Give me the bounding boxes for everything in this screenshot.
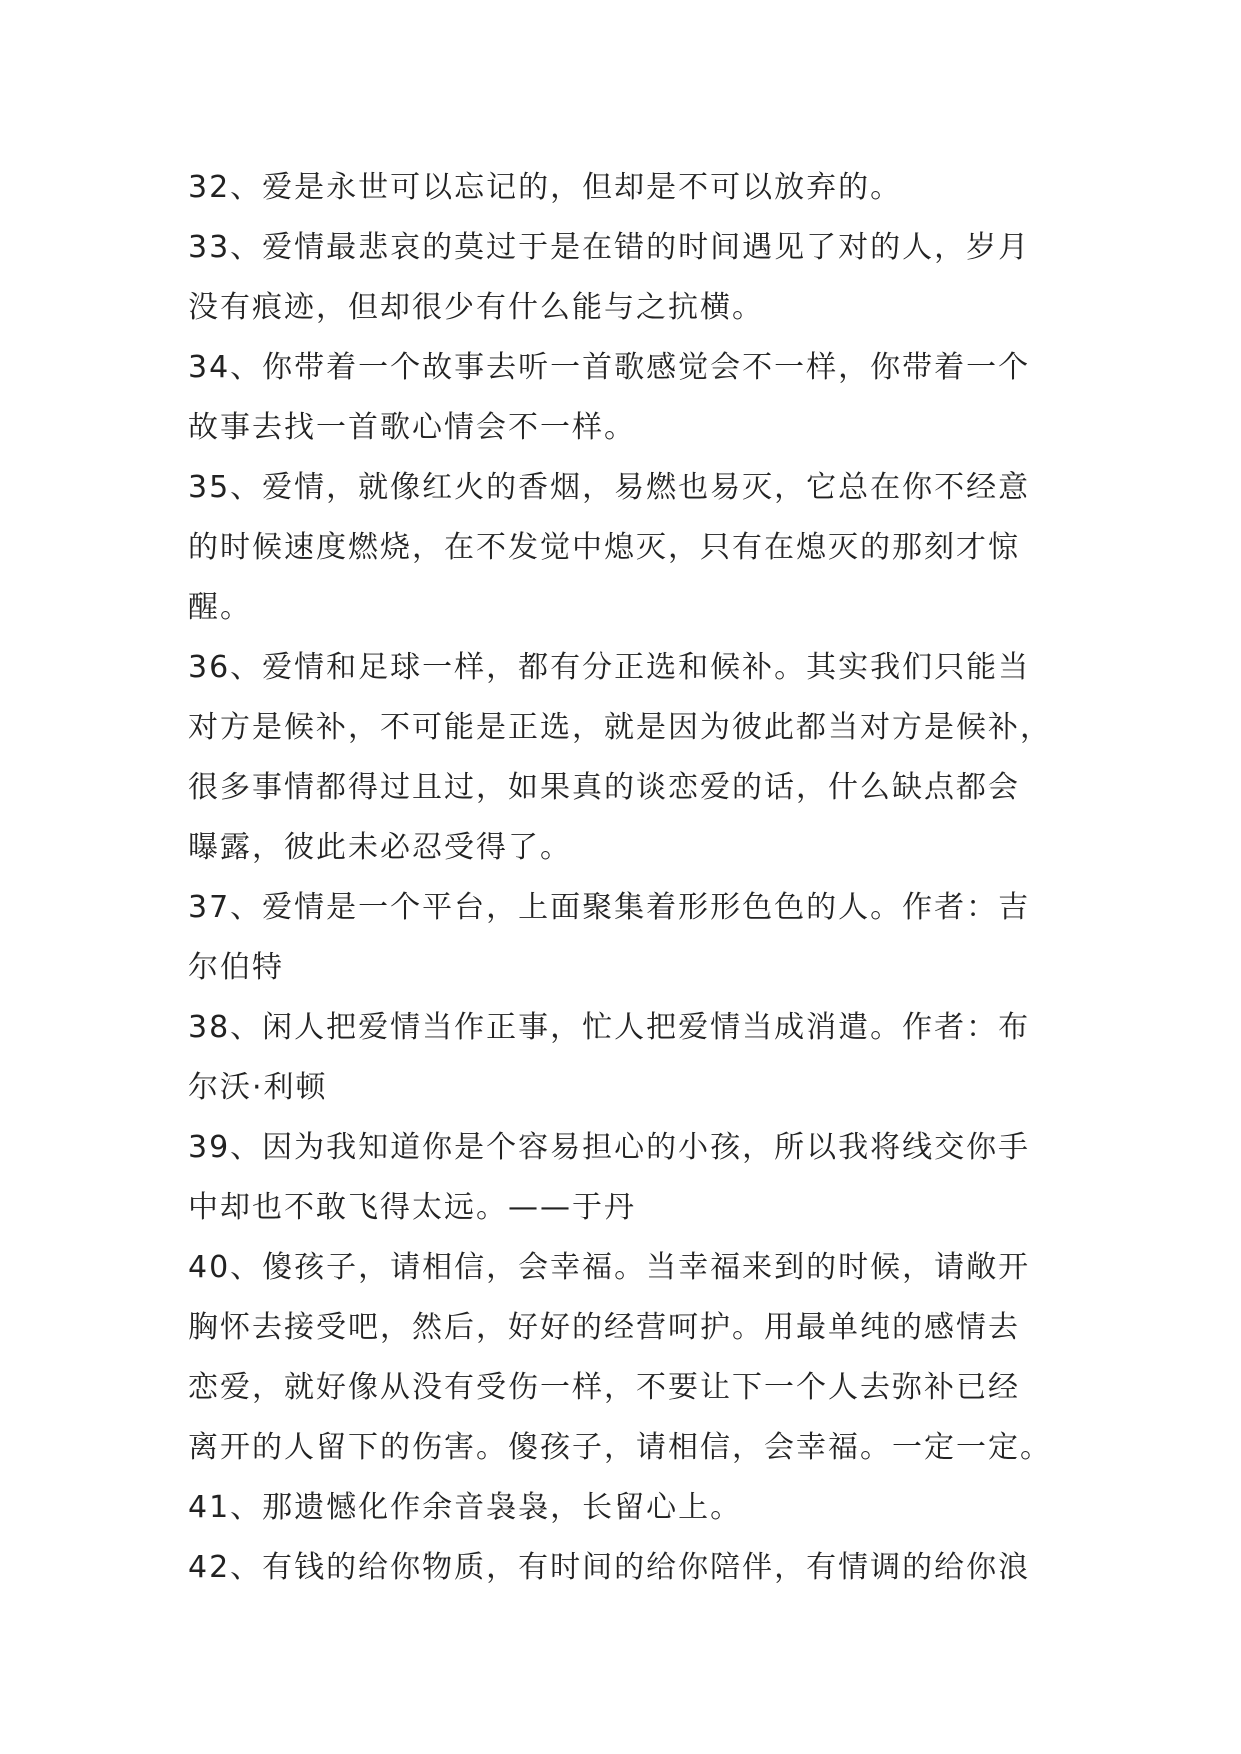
text-line: 离开的人留下的伤害。傻孩子，请相信，会幸福。一定一定。	[188, 1430, 1052, 1465]
document-page	[188, 158, 1058, 1598]
text-line: 没有痕迹，但却很少有什么能与之抗横。	[188, 290, 764, 325]
text-line: 恋爱，就好像从没有受伤一样，不要让下一个人去弥补已经	[188, 1370, 1020, 1405]
text-line: 35、爱情，就像红火的香烟，易燃也易灭，它总在你不经意	[188, 470, 1031, 505]
text-line: 尔伯特	[188, 950, 284, 985]
text-line: 中却也不敢飞得太远。——于丹	[188, 1190, 636, 1225]
text-line: 39、因为我知道你是个容易担心的小孩，所以我将线交你手	[188, 1130, 1031, 1165]
text-line: 对方是候补，不可能是正选，就是因为彼此都当对方是候补，	[188, 710, 1052, 745]
text-line: 胸怀去接受吧，然后，好好的经营呵护。用最单纯的感情去	[188, 1310, 1020, 1345]
text-line: 37、爱情是一个平台，上面聚集着形形色色的人。作者：吉	[188, 890, 1031, 925]
text-line: 很多事情都得过且过，如果真的谈恋爱的话，什么缺点都会	[188, 770, 1020, 805]
text-line: 33、爱情最悲哀的莫过于是在错的时间遇见了对的人，岁月	[188, 230, 1031, 265]
text-line: 曝露，彼此未必忍受得了。	[188, 830, 572, 865]
text-line: 32、爱是永世可以忘记的，但却是不可以放弃的。	[188, 170, 903, 205]
text-line: 34、你带着一个故事去听一首歌感觉会不一样，你带着一个	[188, 350, 1031, 385]
text-line: 尔沃·利顿	[188, 1070, 328, 1105]
text-line: 醒。	[188, 590, 252, 625]
text-line: 故事去找一首歌心情会不一样。	[188, 410, 636, 445]
text-line: 42、有钱的给你物质，有时间的给你陪伴，有情调的给你浪	[188, 1550, 1031, 1585]
text-line: 38、闲人把爱情当作正事，忙人把爱情当成消遣。作者：布	[188, 1010, 1031, 1045]
text-line: 40、傻孩子，请相信，会幸福。当幸福来到的时候，请敞开	[188, 1250, 1031, 1285]
text-line: 41、那遗憾化作余音袅袅，长留心上。	[188, 1490, 743, 1525]
text-line: 36、爱情和足球一样，都有分正选和候补。其实我们只能当	[188, 650, 1031, 685]
text-line: 的时候速度燃烧，在不发觉中熄灭，只有在熄灭的那刻才惊	[188, 530, 1020, 565]
